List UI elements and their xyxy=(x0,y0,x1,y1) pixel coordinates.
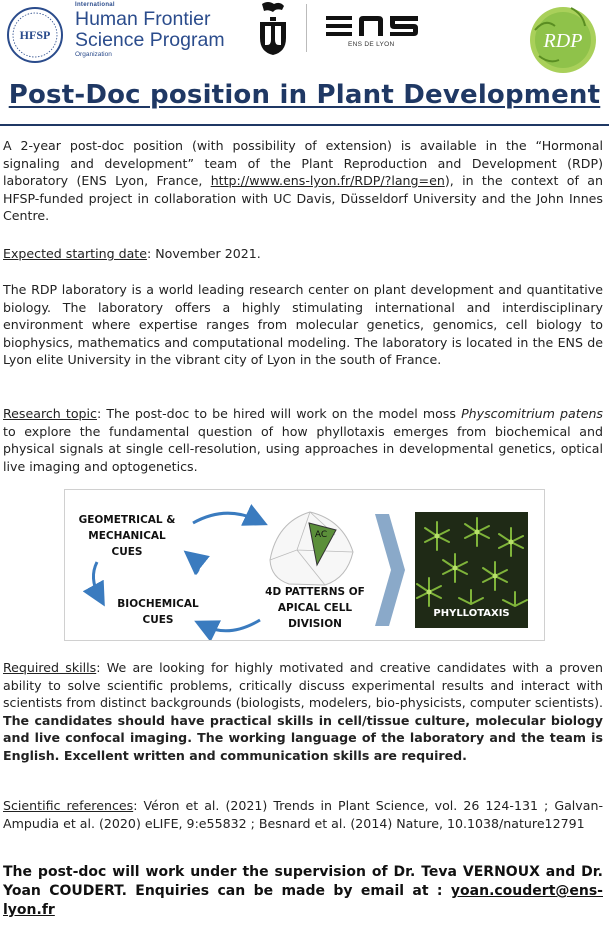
skills-bold-text: The candidates should have practical skills in cell/tissue culture, molecular biology and live confocal imaging. The working language of the laboratory and the team is English. Excellent written and communication skills are required. xyxy=(3,712,603,763)
start-date-paragraph xyxy=(3,245,603,263)
intro-text-after: ), in the context of an HFSP-funded project in collaboration with UC Davis, Düsseldorf University and the John Innes Centre. xyxy=(3,173,603,223)
title-rule xyxy=(0,124,609,126)
ens-subtitle: ENS DE LYON xyxy=(348,41,395,48)
research-paragraph xyxy=(3,405,603,475)
patterns-line3: DIVISION xyxy=(288,618,342,630)
biochemical-cues-label xyxy=(103,596,213,628)
intro-paragraph xyxy=(3,137,603,225)
hfsp-international: International xyxy=(75,2,115,8)
geom-line2: MECHANICAL xyxy=(88,530,166,542)
cycle-arrow-top xyxy=(193,513,257,523)
references-paragraph xyxy=(3,797,603,832)
hfsp-seal-text: HFSP xyxy=(19,28,51,42)
page-title: Post-Doc position in Plant Development xyxy=(8,80,601,110)
patterns-label xyxy=(259,584,371,632)
skills-label: Required skills xyxy=(3,660,97,675)
rdp-logo-text: RDP xyxy=(543,30,583,52)
patterns-line1: 4D PATTERNS OF xyxy=(265,586,365,598)
cycle-arrow-left xyxy=(93,562,99,596)
research-label: Research topic xyxy=(3,406,97,421)
rdp-logo xyxy=(525,0,601,76)
hfsp-wordmark xyxy=(75,2,225,59)
skills-paragraph xyxy=(3,659,603,764)
university-lyon-logo xyxy=(256,0,290,56)
rdp-website-link[interactable]: http://www.ens-lyon.fr/RDP/?lang=en xyxy=(210,173,445,188)
lab-paragraph: The RDP laboratory is a world leading research center on plant development and quantitative biology. The laboratory offers a highly stimulating international and interdisciplinary environment where expertise ranges from molecular genetics, genomics, cell biology to biophysics, mathematics and computational modeling. The laboratory is located in the ENS de Lyon elite University in the vibrant city of Lyon in the south of France. xyxy=(3,282,603,367)
geom-line1: GEOMETRICAL & xyxy=(78,514,176,526)
logo-separator xyxy=(306,4,307,52)
research-text-before: : The post-doc to be hired will work on the model moss xyxy=(96,406,462,421)
skills-text: : We are looking for highly motivated and creative candidates with a proven ability to solve scientific problems, critically discuss experimental results and interact with scientists from distinct backgrounds (biologists, modelers, bio-physicists, computer scientists). xyxy=(3,660,604,710)
bio-line2: CUES xyxy=(142,614,174,626)
hfsp-name-line1: Human Frontier xyxy=(75,8,211,30)
hfsp-organization: Organization xyxy=(75,51,112,58)
cycle-arrow-bottom xyxy=(205,620,260,631)
start-date-value: : November 2021. xyxy=(146,246,261,261)
hfsp-seal-logo xyxy=(6,6,64,64)
hfsp-name-line2: Science Program xyxy=(75,29,225,51)
research-figure xyxy=(64,489,545,641)
geometrical-cues-label xyxy=(71,512,183,560)
contact-email-link[interactable]: yoan.coudert@ens-lyon.fr xyxy=(3,883,603,918)
start-date-label: Expected starting date xyxy=(3,246,147,261)
patterns-line2: APICAL CELL xyxy=(277,602,353,614)
phyllotaxis-label: PHYLLOTAXIS xyxy=(433,608,510,619)
bio-line1: BIOCHEMICAL xyxy=(117,598,199,610)
ac-label: AC xyxy=(314,530,328,540)
supervision-text: The post-doc will work under the supervision of Dr. Teva VERNOUX and Dr. Yoan COUDERT. Enquiries can be made by email at : xyxy=(3,864,603,899)
cycle-arrow-middle xyxy=(193,558,199,574)
supervision-paragraph xyxy=(3,863,603,920)
references-text: : Véron et al. (2021) Trends in Plant Science, vol. 26 124-131 ; Galvan-Ampudia et al. (2020) eLIFE, 9:e55832 ; Besnard et al. (2014) Nature, 10.1038/nature12791 xyxy=(3,798,604,831)
species-name: Physcomitrium patens xyxy=(461,406,603,421)
references-label: Scientific references xyxy=(3,798,134,813)
research-text-after: to explore the fundamental question of how phyllotaxis emerges from biochemical and physical signals at single cell-resolution, using approaches in developmental genetics, optical live imaging and optogenetics. xyxy=(3,423,603,474)
intro-text-before: A 2-year post-doc position (with possibility of extension) is available in the “Hormonal signaling and development” team of the Plant Reproduction and Development (RDP) laboratory (ENS Lyon, France, xyxy=(3,138,603,188)
apical-cell-diagram xyxy=(270,512,353,585)
geom-line3: CUES xyxy=(111,546,143,558)
chevron-arrow xyxy=(375,514,405,626)
header xyxy=(0,0,609,70)
